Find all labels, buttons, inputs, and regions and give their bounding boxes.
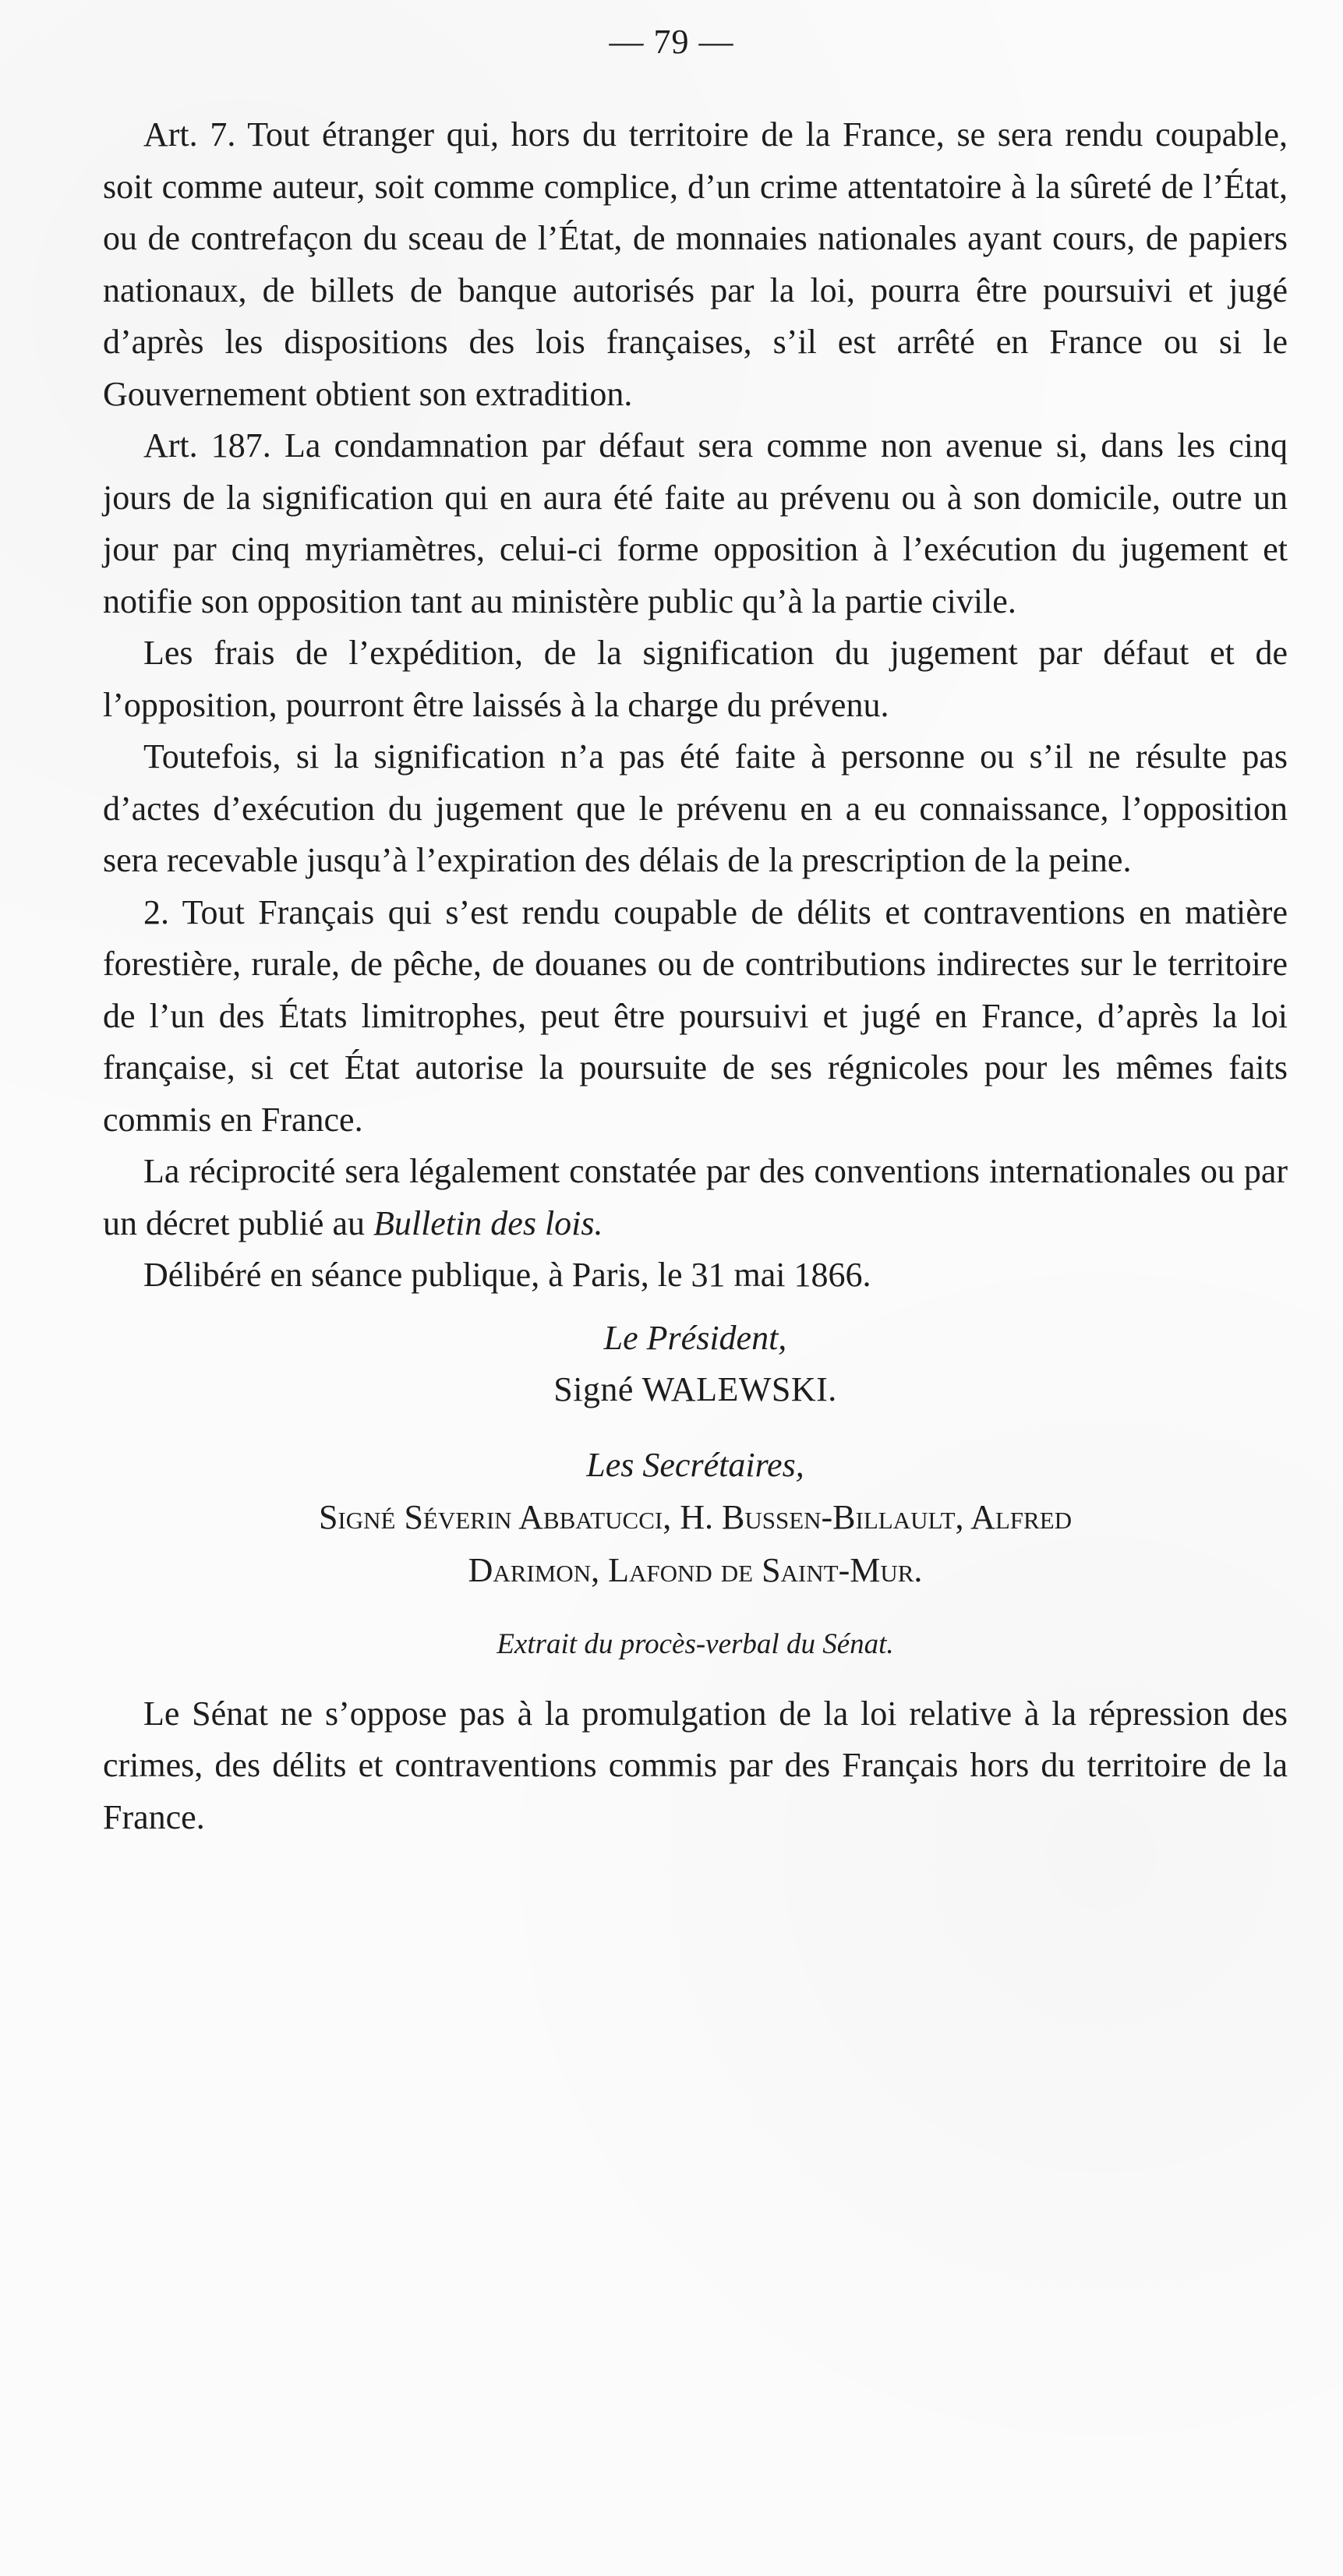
- reciprocity-paragraph: [103, 1146, 1288, 1249]
- bulletin-reference: Bulletin des lois.: [373, 1203, 603, 1242]
- reciprocity-text: La réciprocité sera légalement constatée par des conventions internationales ou par un décret publié au: [103, 1152, 1288, 1242]
- legal-text-body: [103, 109, 1288, 1843]
- costs-paragraph: Les frais de l’expédition, de la signification du jugement par défaut et de l’opposition, pourront être laissés à la charge du prévenu.: [103, 634, 1288, 724]
- opposition-paragraph: Toutefois, si la signification n’a pas été faite à personne ou s’il ne résulte pas d’actes d’exécution du jugement que le prévenu en a eu connaissance, l’opposition sera recevable jusqu’à l’expiration des délais de la prescription de la peine.: [103, 737, 1288, 879]
- secretaries-line-1: Signé Séverin Abbatucci, H. Bussen-Billault, Alfred: [318, 1498, 1073, 1536]
- article-2-paragraph: 2. Tout Français qui s’est rendu coupable de délits et contraventions en matière forestière, rurale, de pêche, de douanes ou de contributions indirectes sur le territoire de l’un des États limitrophes, peut être poursuivi et jugé en France, d’après la loi française, si cet État autorise la poursuite de ses régnicoles pour les mêmes faits commis en France.: [103, 892, 1288, 1139]
- page-number: — 79 —: [609, 23, 734, 61]
- president-title: Le Président,: [603, 1318, 787, 1357]
- secretaries-title: Les Secrétaires,: [586, 1445, 804, 1484]
- article-187-paragraph: Art. 187. La condamnation par défaut sera comme non avenue si, dans les cinq jours de la signification qui en aura été faite au prévenu ou à son domicile, outre un jour par cinq myriamètres, celui-ci forme opposition à l’exécution du jugement et notifie son opposition tant au ministère public qu’à la partie civile.: [103, 426, 1288, 620]
- senate-statement: Le Sénat ne s’oppose pas à la promulgation de la loi relative à la répression des crimes, des délits et contraventions commis par des Français hors du territoire de la France.: [103, 1694, 1288, 1836]
- article-7-paragraph: Art. 7. Tout étranger qui, hors du territoire de la France, se sera rendu coupable, soit comme auteur, soit comme complice, d’un crime attentatoire à la sûreté de l’État, ou de contrefaçon du sceau de l’État, de monnaies nationales ayant cours, de papiers nationaux, de billets de banque autorisés par la loi, pourra être poursuivi et jugé d’après les dispositions des lois françaises, s’il est arrêté en France ou si le Gouvernement obtient son extradition.: [103, 115, 1288, 413]
- president-signature: Signé WALEWSKI.: [553, 1370, 837, 1408]
- extract-title: Extrait du procès-verbal du Sénat.: [497, 1628, 894, 1660]
- deliberation-line: Délibéré en séance publique, à Paris, le 31 mai 1866.: [143, 1256, 871, 1294]
- secretaries-line-2: Darimon, Lafond de Saint-Mur.: [468, 1551, 923, 1589]
